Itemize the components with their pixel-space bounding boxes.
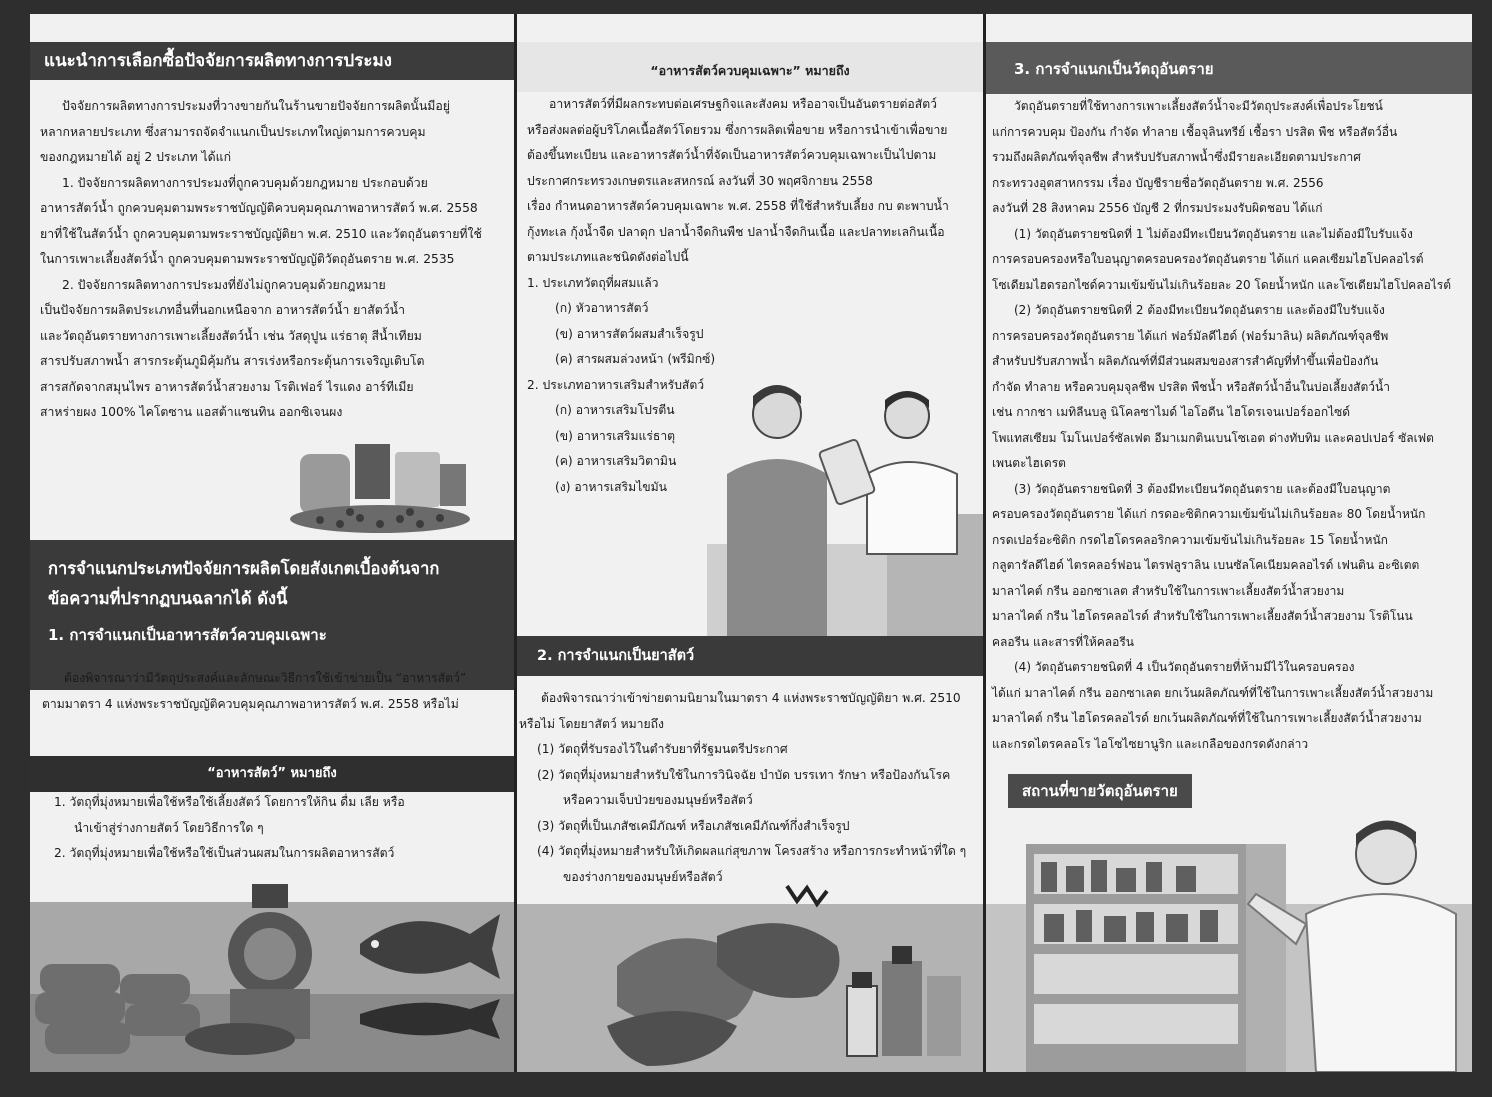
feed-def-title: “อาหารสัตว์” หมายถึง <box>30 756 514 792</box>
list-item: ของร่างกายของมนุษย์หรือสัตว์ <box>563 869 723 884</box>
supplies-illustration <box>280 424 470 534</box>
text-line: 2. ปัจจัยการผลิตทางการประมงที่ยังไม่ถูกควบคุมด้วยกฎหมาย <box>62 277 386 292</box>
text-line: อาหารสัตว์ที่มีผลกระทบต่อเศรษฐกิจและสังคม หรืออาจเป็นอันตรายต่อสัตว์ <box>549 97 937 111</box>
col1-header: แนะนำการเลือกซื้อปัจจัยการผลิตทางการประมง <box>30 42 514 80</box>
text-line: วัตถุอันตรายที่ใช้ทางการเพาะเลี้ยงสัตว์น้ำจะมีวัตถุประสงค์เพื่อประโยชน์ <box>1014 99 1383 113</box>
leaflet-sheet <box>30 14 1472 1072</box>
shop-people-illustration <box>707 374 983 636</box>
shop-label: สถานที่ขายวัตถุอันตราย <box>1008 774 1192 808</box>
list-item: (2) วัตถุที่มุ่งหมายสำหรับใช้ในการวินิจฉัย บำบัด บรรเทา รักษา หรือป้องกันโรค <box>537 767 951 782</box>
text-line: การครอบครองหรือใบอนุญาตครอบครองวัตถุอันตราย ได้แก่ แคลเซียมไฮโปคลอไรต์ <box>992 252 1424 266</box>
list-item: (4) วัตถุที่มุ่งหมายสำหรับให้เกิดผลแก่สุขภาพ โครงสร้าง หรือการกระทำหน้าที่ใด ๆ <box>537 844 967 858</box>
text-line: นำเข้าสู่ร่างกายสัตว์ โดยวิธีการใด ๆ <box>74 820 264 835</box>
text-line: มาลาไคต์ กรีน ไฮโดรคลอไรด์ ยกเว้นผลิตภัณฑ์ที่ใช้ในการเพาะเลี้ยงสัตว์น้ำสวยงาม <box>992 711 1422 725</box>
text-line: ประกาศกระทรวงเกษตรและสหกรณ์ ลงวันที่ 30 พฤศจิกายน 2558 <box>527 173 873 188</box>
text-line: กลูตารัลดีไฮด์ ไตรคลอร์ฟอน ไตรฟลูราลิน เบนซัลโคเนียมคลอไรด์ เฟนติน อะซิเตต <box>992 558 1420 572</box>
text-line: ครอบครองวัตถุอันตราย ได้แก่ กรดอะซิติกความเข้มข้นไม่เกินร้อยละ 80 โดยน้ำหนัก <box>992 507 1426 521</box>
feed-fish-illustration <box>30 874 514 1072</box>
sec2-text <box>519 686 966 890</box>
text-line: กำจัด ทำลาย หรือควบคุมจุลชีพ ปรสิต พืชน้ำ หรือสัตว์น้ำอื่นในบ่อเลี้ยงสัตว์น้ำ <box>992 379 1390 394</box>
text-line: ตามประเภทและชนิดดังต่อไปนี้ <box>527 250 689 264</box>
text-line: (1) วัตถุอันตรายชนิดที่ 1 ไม่ต้องมีทะเบียนวัตถุอันตราย และไม่ต้องมีใบรับแจ้ง <box>1014 226 1413 241</box>
text-line: (3) วัตถุอันตรายชนิดที่ 3 ต้องมีทะเบียนวัตถุอันตราย และต้องมีใบอนุญาต <box>1014 481 1391 496</box>
text-line: เพนตะไฮเดรต <box>992 456 1066 470</box>
text-line: สาหร่ายผง 100% ไคโตซาน แอสต้าแซนทิน ออกซิเจนผง <box>40 405 343 419</box>
col1-intro <box>40 94 482 426</box>
text-line: 1. วัตถุที่มุ่งหมายเพื่อใช้หรือใช้เลี้ยงสัตว์ โดยการให้กิน ดื่ม เลีย หรือ <box>54 795 405 809</box>
shrimp-medicine-illustration <box>517 876 983 1072</box>
text-line: ต้องพิจารณาว่ามีวัตถุประสงค์และลักษณะวิธีการใช้เข้าข่ายเป็น “อาหารสัตว์” <box>64 671 467 685</box>
text-line: (4) วัตถุอันตรายชนิดที่ 4 เป็นวัตถุอันตรายที่ห้ามมีไว้ในครอบครอง <box>1014 660 1355 674</box>
type1-title: 1. ประเภทวัตถุที่ผสมแล้ว <box>527 275 659 290</box>
text-line: กระทรวงอุตสาหกรรม เรื่อง บัญชีรายชื่อวัตถุอันตราย พ.ศ. 2556 <box>992 175 1324 190</box>
text-line: สารปรับสภาพน้ำ สารกระตุ้นภูมิคุ้มกัน สารเร่งหรือกระตุ้นการเจริญเติบโต <box>40 354 425 368</box>
text-line: โพแทสเซียม โมโนเปอร์ซัลเฟต อีมาเมกตินเบนโซเอต ด่างทับทิม และคอปเปอร์ ซัลเฟต <box>992 430 1434 445</box>
text-line: ลงวันที่ 28 สิงหาคม 2556 บัญชี 2 ที่กรมประมงรับผิดชอบ ได้แก่ <box>992 201 1323 215</box>
col3-text <box>992 94 1451 757</box>
text-line: 2. วัตถุที่มุ่งหมายเพื่อใช้หรือใช้เป็นส่วนผสมในการผลิตอาหารสัตว์ <box>54 846 395 860</box>
col2-header: “อาหารสัตว์ควบคุมเฉพาะ” หมายถึง <box>517 42 983 92</box>
text-line: ได้แก่ มาลาไคต์ กรีน ออกซาเลต ยกเว้นผลิตภัณฑ์ที่ใช้ในการเพาะเลี้ยงสัตว์น้ำสวยงาม <box>992 685 1434 700</box>
text-line: ตามมาตรา 4 แห่งพระราชบัญญัติควบคุมคุณภาพอาหารสัตว์ พ.ศ. 2558 หรือไม่ <box>42 696 459 711</box>
text-line: เช่น กากชา เมทิลีนบลู นิโคลซาไมด์ ไอโอดีน ไฮโดรเจนเปอร์ออกไซด์ <box>992 405 1351 419</box>
text-line: หรือไม่ โดยยาสัตว์ หมายถึง <box>519 716 664 731</box>
text-line: ปัจจัยการผลิตทางการประมงที่วางขายกันในร้านขายปัจจัยการผลิตนั้นมีอยู่ <box>62 99 450 113</box>
text-line: คลอรีน และสารที่ให้คลอรีน <box>992 634 1135 649</box>
text-line: หรือส่งผลต่อผู้บริโภคเนื้อสัตว์โดยรวม ซึ่งการผลิตเพื่อขาย หรือการนำเข้าเพื่อขาย <box>527 122 948 137</box>
text-line: และวัตถุอันตรายทางการเพาะเลี้ยงสัตว์น้ำ เช่น วัสดุปูน แร่ธาตุ สีน้ำเทียม <box>40 328 422 343</box>
list-item: หรือความเจ็บป่วยของมนุษย์หรือสัตว์ <box>563 793 753 807</box>
text-line: มาลาไคต์ กรีน ออกซาเลต สำหรับใช้ในการเพาะเลี้ยงสัตว์น้ำสวยงาม <box>992 583 1345 598</box>
list-item: (1) วัตถุที่รับรองไว้ในตำรับยาที่รัฐมนตรีประกาศ <box>537 742 788 756</box>
text-line: ต้องพิจารณาว่าเข้าข่ายตามนิยามในมาตรา 4 แห่งพระราชบัญญัติยา พ.ศ. 2510 <box>541 691 961 705</box>
text-line: กรดเปอร์อะซิติก กรดไฮโดรคลอริกความเข้มข้นไม่เกินร้อยละ 15 โดยน้ำหนัก <box>992 532 1388 547</box>
column-3 <box>986 14 1472 1072</box>
list-item: (ง) อาหารเสริมไขมัน <box>555 479 667 494</box>
text-line: ต้องขึ้นทะเบียน และอาหารสัตว์น้ำที่จัดเป็นอาหารสัตว์ควบคุมเฉพาะเป็นไปตาม <box>527 148 937 162</box>
text-line: แก่การควบคุม ป้องกัน กำจัด ทำลาย เชื้อจุลินทรีย์ เชื้อรา ปรสิต พืช หรือสัตว์อื่น <box>992 124 1398 139</box>
text-line: เป็นปัจจัยการผลิตประเภทอื่นที่นอกเหนือจาก อาหารสัตว์น้ำ ยาสัตว์น้ำ <box>40 303 405 317</box>
list-item: (ค) สารผสมล่วงหน้า (พรีมิกซ์) <box>555 352 716 366</box>
list-item: (ก) อาหารเสริมโปรตีน <box>555 403 675 417</box>
text-line: ในการเพาะเลี้ยงสัตว์น้ำ ถูกควบคุมตามพระราชบัญญัติวัตถุอันตราย พ.ศ. 2535 <box>40 252 455 266</box>
sec1-title: 1. การจำแนกเป็นอาหารสัตว์ควบคุมเฉพาะ <box>48 626 327 644</box>
hazard-shop-illustration <box>986 814 1472 1072</box>
text-line: สารสกัดจากสมุนไพร อาหารสัตว์น้ำสวยงาม โรติเฟอร์ ไรแดง อาร์ทีเมีย <box>40 379 414 394</box>
text-line: การครอบครองวัตถุอันตราย ได้แก่ ฟอร์มัลดีไฮด์ (ฟอร์มาลิน) ผลิตภัณฑ์จุลชีพ <box>992 328 1389 343</box>
text-line: เรื่อง กำหนดอาหารสัตว์ควบคุมเฉพาะ พ.ศ. 2558 ที่ใช้สำหรับเลี้ยง กบ ตะพาบน้ำ <box>527 199 949 213</box>
sec1-text <box>42 666 466 717</box>
list-item: (ก) หัวอาหารสัตว์ <box>555 301 649 315</box>
column-2 <box>517 14 983 1072</box>
text-line: รวมถึงผลิตภัณฑ์จุลชีพ สำหรับปรับสภาพน้ำซึ่งมีรายละเอียดตามประกาศ <box>992 150 1361 164</box>
text-line: กุ้งทะเล กุ้งน้ำจืด ปลาดุก ปลาน้ำจืดกินพืช ปลาน้ำจืดกินเนื้อ และปลาทะเลกินเนื้อ <box>527 224 945 239</box>
text-line: มาลาไคต์ กรีน ไฮโดรคลอไรด์ สำหรับใช้ในการเพาะเลี้ยงสัตว์น้ำสวยงาม โรติโนน <box>992 609 1413 623</box>
text-line: สำหรับปรับสภาพน้ำ ผลิตภัณฑ์ที่มีส่วนผสมของสารสำคัญที่ทำขึ้นเพื่อป้องกัน <box>992 354 1379 368</box>
text-line: 1. ปัจจัยการผลิตทางการประมงที่ถูกควบคุมด้วยกฎหมาย ประกอบด้วย <box>62 175 428 190</box>
classify-header-line: การจำแนกประเภทปัจจัยการผลิตโดยสังเกตเบื้องต้นจาก <box>48 559 440 578</box>
column-1 <box>30 14 514 1072</box>
col3-header: 3. การจำแนกเป็นวัตถุอันตราย <box>986 42 1472 94</box>
text-line: อาหารสัตว์น้ำ ถูกควบคุมตามพระราชบัญญัติควบคุมคุณภาพอาหารสัตว์ พ.ศ. 2558 <box>40 201 478 215</box>
text-line: ยาที่ใช้ในสัตว์น้ำ ถูกควบคุมตามพระราชบัญญัติยา พ.ศ. 2510 และวัตถุอันตรายที่ใช้ <box>40 226 482 241</box>
text-line: (2) วัตถุอันตรายชนิดที่ 2 ต้องมีทะเบียนวัตถุอันตราย และต้องมีใบรับแจ้ง <box>1014 303 1385 317</box>
text-line: โซเดียมไฮดรอกไซด์ความเข้มข้นไม่เกินร้อยละ 20 โดยน้ำหนัก และโซเดียมไฮโปคลอไรต์ <box>992 277 1452 292</box>
type2-title: 2. ประเภทอาหารเสริมสำหรับสัตว์ <box>527 377 705 392</box>
feed-def <box>54 790 405 867</box>
list-item: (ข) อาหารสัตว์ผสมสำเร็จรูป <box>555 326 704 341</box>
text-line: และกรดไตรคลอโร ไอโซไซยานูริก และเกลือของกรดดังกล่าว <box>992 736 1309 751</box>
text-line: ของกฎหมายได้ อยู่ 2 ประเภท ได้แก่ <box>40 150 232 164</box>
text-line: หลากหลายประเภท ซึ่งสามารถจัดจำแนกเป็นประเภทใหญ่ตามการควบคุม <box>40 124 426 139</box>
list-item: (3) วัตถุที่เป็นเภสัชเคมีภัณฑ์ หรือเภสัชเคมีภัณฑ์กึ่งสำเร็จรูป <box>537 818 850 833</box>
classify-header-line: ข้อความที่ปรากฏบนฉลากได้ ดังนี้ <box>48 589 288 608</box>
list-item: (ค) อาหารเสริมวิตามิน <box>555 454 677 468</box>
sec2-title: 2. การจำแนกเป็นยาสัตว์ <box>517 636 983 676</box>
list-item: (ข) อาหารเสริมแร่ธาตุ <box>555 428 676 443</box>
